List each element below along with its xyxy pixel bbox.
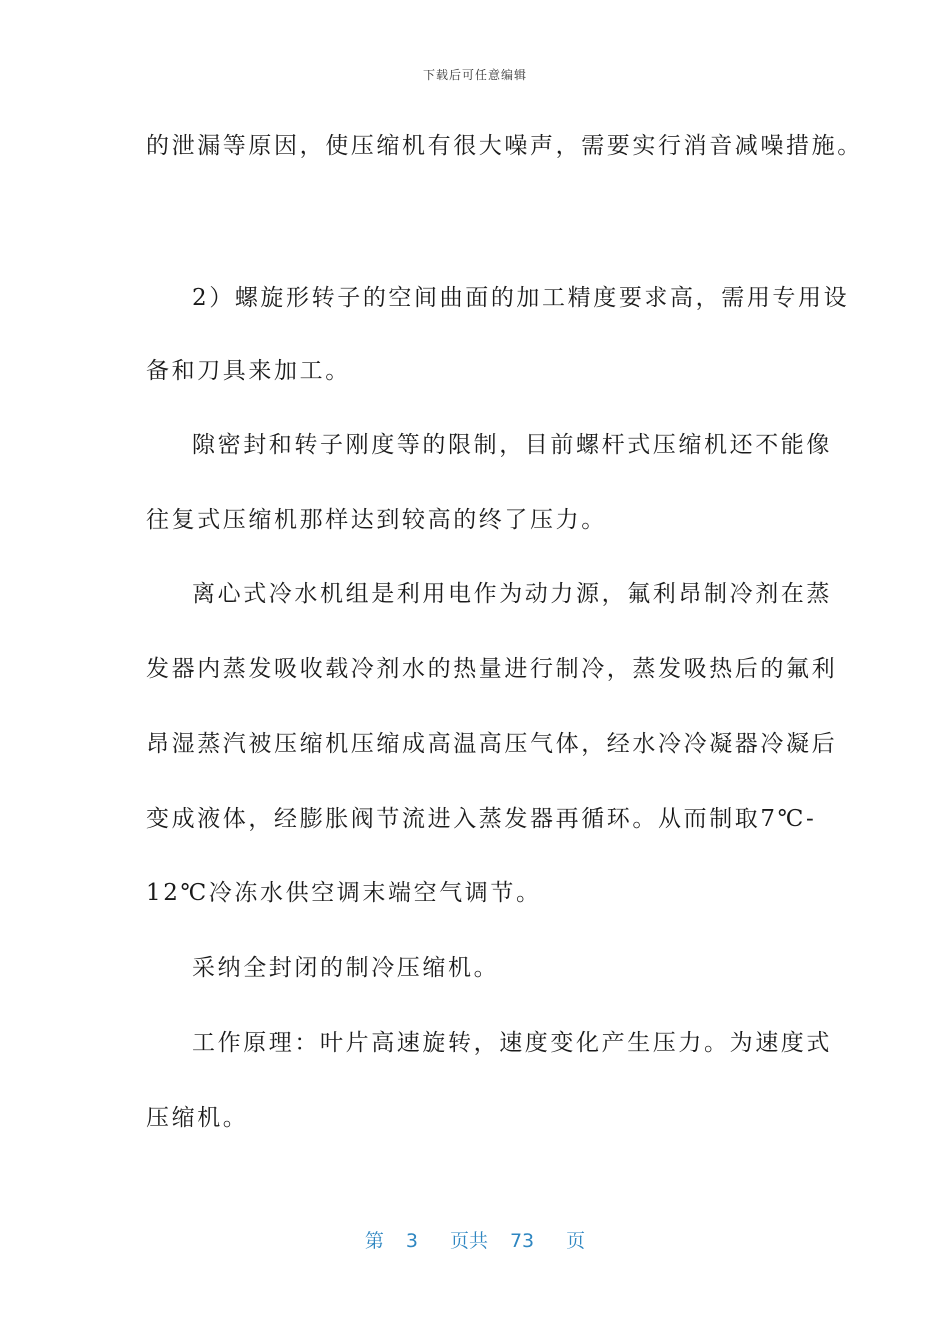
body-line: 昂湿蒸汽被压缩机压缩成高温高压气体，经水冷冷凝器冷凝后 xyxy=(146,731,838,757)
footer-page-number: 3 xyxy=(405,1230,418,1252)
body-line: 压缩机。 xyxy=(146,1105,249,1131)
body-line: 变成液体，经膨胀阀节流进入蒸发器再循环。从而制取7℃- xyxy=(146,806,817,832)
body-line: 隙密封和转子刚度等的限制，目前螺杆式压缩机还不能像 xyxy=(192,432,832,458)
body-line: 采纳全封闭的制冷压缩机。 xyxy=(192,955,500,981)
footer-middle: 页共 xyxy=(449,1230,488,1252)
page-header-note: 下载后可任意编辑 xyxy=(422,68,527,82)
body-line: 离心式冷水机组是利用电作为动力源，氟利昂制冷剂在蒸 xyxy=(192,581,832,607)
footer-prefix: 第 xyxy=(364,1230,384,1252)
body-line: 往复式压缩机那样达到较高的终了压力。 xyxy=(146,507,607,533)
body-line: 2）螺旋形转子的空间曲面的加工精度要求高，需用专用设 xyxy=(192,285,850,311)
body-line: 备和刀具来加工。 xyxy=(146,358,351,384)
page-number-footer xyxy=(0,1226,950,1253)
body-line: 发器内蒸发吸收载冷剂水的热量进行制冷，蒸发吸热后的氟利 xyxy=(146,656,838,682)
body-line: 工作原理：叶片高速旋转，速度变化产生压力。为速度式 xyxy=(192,1030,832,1056)
body-line: 12℃冷冻水供空调末端空气调节。 xyxy=(146,880,542,906)
footer-suffix: 页 xyxy=(566,1230,586,1252)
footer-total-pages: 73 xyxy=(509,1230,535,1252)
body-line: 的泄漏等原因，使压缩机有很大噪声，需要实行消音减噪措施。 xyxy=(146,133,863,159)
